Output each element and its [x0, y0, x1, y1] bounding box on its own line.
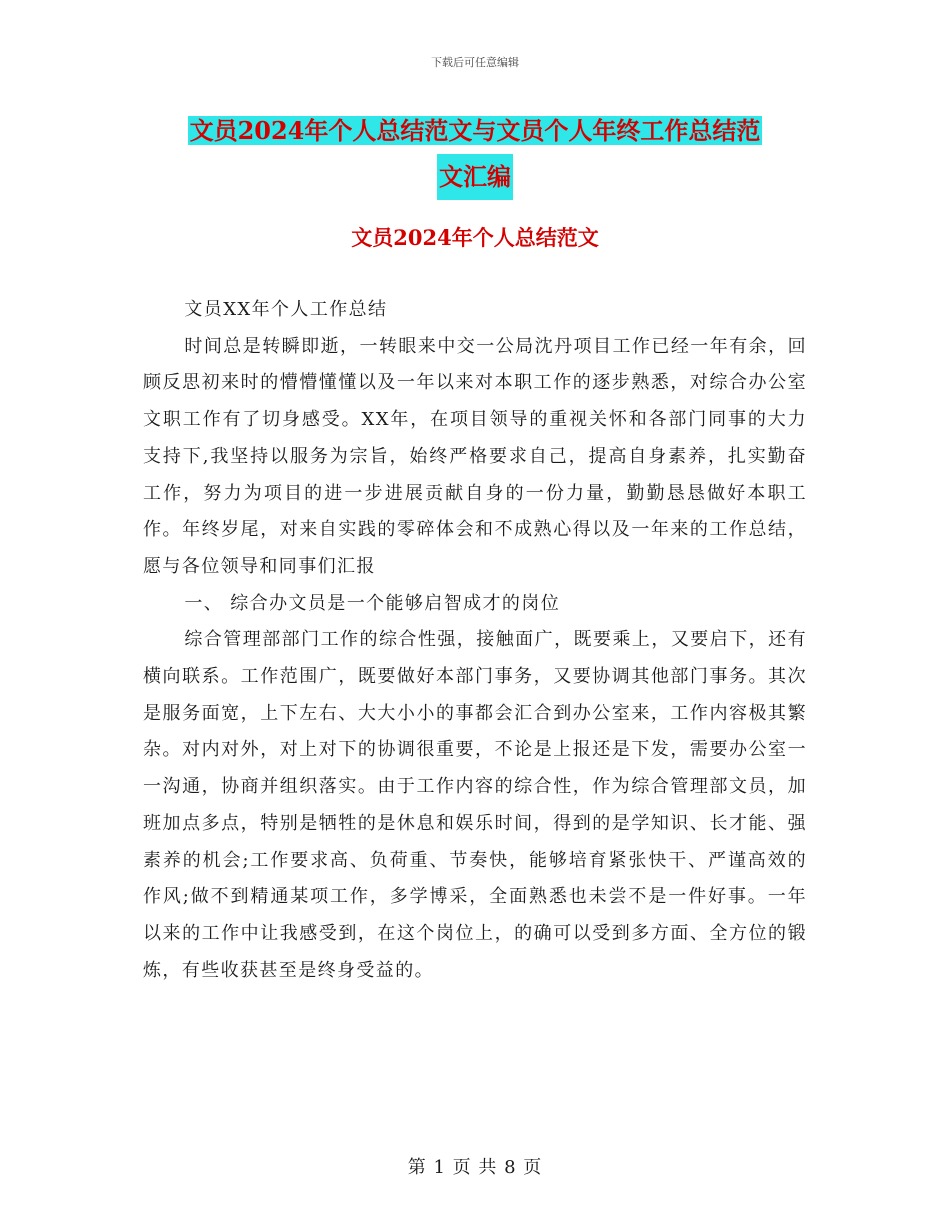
- title-line-1: 文员2024年个人总结范文与文员个人年终工作总结范: [189, 116, 761, 145]
- paragraph-heading-1: 一、 综合办文员是一个能够启智成才的岗位: [184, 592, 561, 614]
- header-note: 下载后可任意编辑: [431, 56, 519, 69]
- paragraph-subtitle: 文员XX年个人工作总结: [184, 299, 388, 320]
- document-body: [143, 292, 807, 989]
- paragraph-body-1: 综合管理部部门工作的综合性强，接触面广，既要乘上，又要启下，还有横向联系。工作范围广，既要做好本部门事务，又要协调其他部门事务。其次是服务面宽，上下左右、大大小小的事都会汇合到办公室来，工作内容极其繁杂。对内对外，对上对下的协调很重要，不论是上报还是下发，需要办公室一一沟通，协商并组织落实。由于工作内容的综合性，作为综合管理部文员，加班加点多点，特别是牺牲的是休息和娱乐时间，得到的是学知识、长才能、强素养的机会;工作要求高、负荷重、节奏快，能够培育紧张快干、严谨高效的作风;做不到精通某项工作，多学博采，全面熟悉也未尝不是一件好事。一年以来的工作中让我感受到，在这个岗位上，的确可以受到多方面、全方位的锻炼，有些收获甚至是终身受益的。: [143, 629, 807, 981]
- section-title: 文员2024年个人总结范文: [351, 225, 599, 250]
- title-line-2: 文汇编: [437, 154, 513, 200]
- paragraph-intro: 时间总是转瞬即逝，一转眼来中交一公局沈丹项目工作已经一年有余，回顾反思初来时的懵懵懂懂以及一年以来对本职工作的逐步熟悉，对综合办公室文职工作有了切身感受。XX年，在项目领导的重视关怀和各部门同事的大力支持下,我坚持以服务为宗旨，始终严格要求自己，提高自身素养，扎实勤奋工作，努力为项目的进一步进展贡献自身的一份力量，勤勤恳恳做好本职工作。年终岁尾，对来自实践的零碎体会和不成熟心得以及一年来的工作总结，愿与各位领导和同事们汇报: [143, 335, 807, 577]
- document-title: [0, 108, 950, 200]
- page-footer: 第 1 页 共 8 页: [407, 1157, 543, 1178]
